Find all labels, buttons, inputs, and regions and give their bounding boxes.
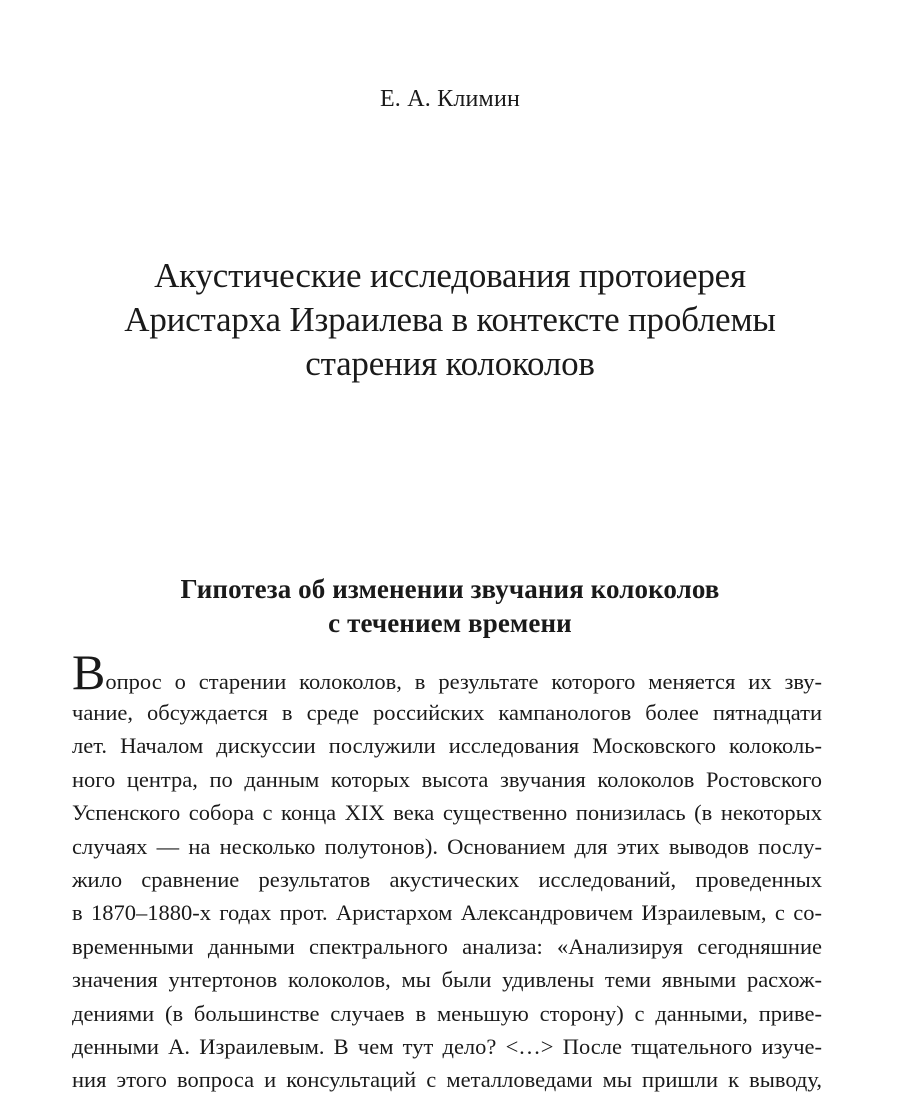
title-line: Акустические исследования протоиерея	[154, 256, 746, 295]
author-name: Е. А. Климин	[379, 86, 521, 112]
section-heading	[60, 572, 840, 640]
drop-cap: В	[72, 644, 106, 700]
title-line: старения колоколов	[305, 344, 595, 383]
paragraph-line: временными данными спектрального анализа: «Анализируя сегодняшние	[72, 933, 822, 959]
paragraph-line: жило сравнение результатов акустических исследований, проведенных	[72, 866, 822, 892]
paragraph-line: лет. Началом дискуссии послужили исследования Московского колоколь-	[72, 733, 822, 759]
paragraph-line: чание, обсуждается в среде российских кампанологов более пятнадцати	[72, 700, 822, 725]
title-line: Аристарха Израилева в контексте проблемы	[124, 300, 776, 339]
paragraph-line: Успенского собора с конца XIX века существенно понизилась (в некоторых	[72, 800, 822, 826]
body-paragraph	[72, 644, 822, 1097]
article-title	[60, 254, 840, 386]
section-heading-line: с течением времени	[328, 608, 572, 638]
paragraph-line: значения унтертонов колоколов, мы были удивлены теми явными расхож-	[72, 967, 822, 993]
paragraph-line: ния этого вопроса и консультаций с металловедами мы пришли к выводу,	[72, 1067, 822, 1093]
paragraph-line: ного центра, по данным которых высота звучания колоколов Ростовского	[72, 766, 822, 792]
paragraph-first-line-text: опрос о старении колоколов, в результате которого меняется их зву-	[105, 669, 822, 694]
paragraph-line: в 1870–1880-х годах прот. Аристархом Александровичем Израилевым, с со-	[72, 900, 822, 926]
paragraph-line: денными А. Израилевым. В чем тут дело? <…> После тщательного изуче-	[72, 1033, 822, 1059]
paragraph-first-line	[72, 644, 822, 700]
paragraph-line: случаях — на несколько полутонов). Основанием для этих выводов послу-	[72, 833, 822, 859]
paragraph-line: дениями (в большинстве случаев в меньшую сторону) с данными, приве-	[72, 1000, 822, 1026]
section-heading-line: Гипотеза об изменении звучания колоколов	[180, 574, 720, 604]
